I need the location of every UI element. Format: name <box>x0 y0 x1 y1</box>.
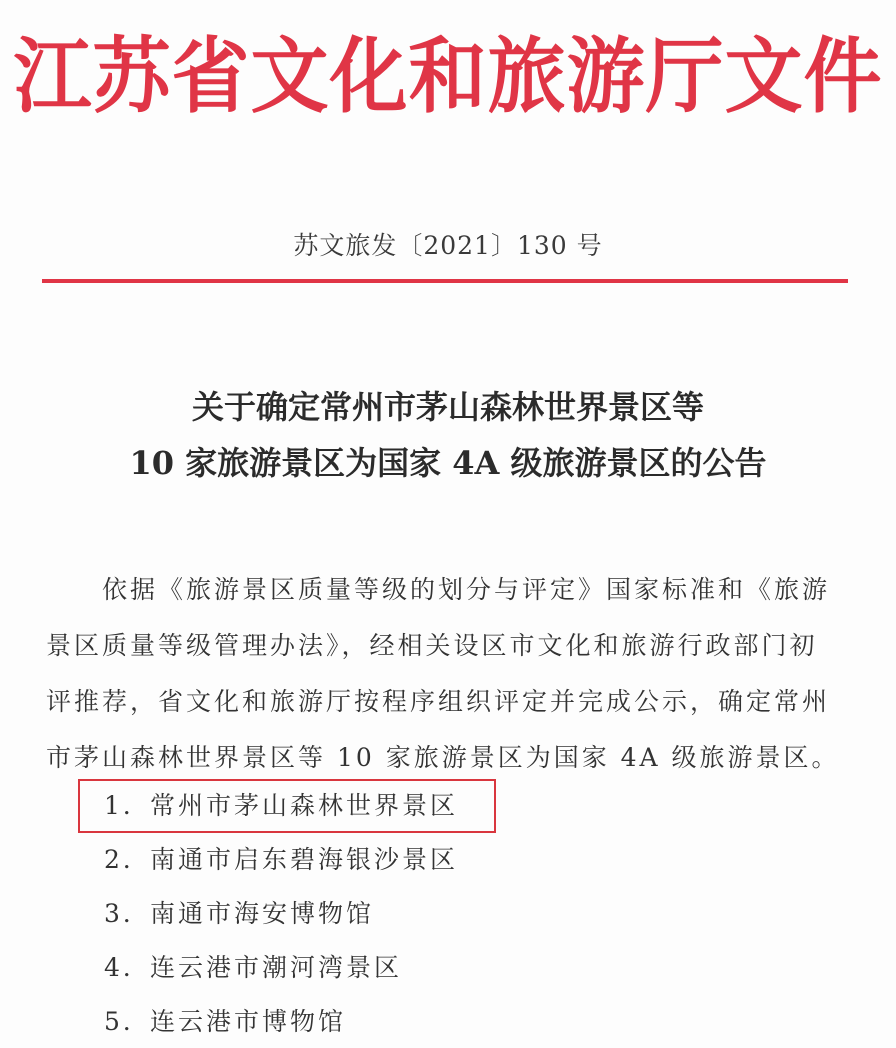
list-item-number: 1． <box>104 791 151 820</box>
list-item-name: 连云港市潮河湾景区 <box>150 953 403 982</box>
document-number: 苏文旅发〔2021〕130 号 <box>293 231 603 260</box>
list-item <box>104 786 458 826</box>
issuer-header-title: 江苏省文化和旅游厅文件 <box>13 29 883 125</box>
body-paragraph-line-3: 评推荐，省文化和旅游厅按程序组织评定并完成公示，确定常州 <box>46 687 831 716</box>
list-item <box>104 948 402 988</box>
list-item-number: 3． <box>104 899 151 928</box>
list-item-number: 5． <box>104 1007 151 1036</box>
list-item-name: 连云港市博物馆 <box>150 1007 347 1036</box>
list-item <box>104 840 458 880</box>
announcement-title-line-1: 关于确定常州市茅山森林世界景区等 <box>191 388 704 426</box>
list-item-name: 常州市茅山森林世界景区 <box>150 791 459 820</box>
list-item-number: 2． <box>104 845 151 874</box>
list-item <box>104 894 374 934</box>
body-paragraph-line-4: 市茅山森林世界景区等 10 家旅游景区为国家 4A 级旅游景区。 <box>46 743 840 772</box>
body-paragraph-line-1: 依据《旅游景区质量等级的划分与评定》国家标准和《旅游 <box>102 575 831 604</box>
body-paragraph-line-2: 景区质量等级管理办法》，经相关设区市文化和旅游行政部门初 <box>46 631 818 660</box>
list-item <box>104 1002 346 1042</box>
list-item-number: 4． <box>104 953 151 982</box>
list-item-name: 南通市启东碧海银沙景区 <box>150 845 459 874</box>
list-item-name: 南通市海安博物馆 <box>150 899 375 928</box>
announcement-title-line-2: 10 家旅游景区为国家 4A 级旅游景区的公告 <box>129 444 767 482</box>
red-divider-line <box>42 279 848 283</box>
